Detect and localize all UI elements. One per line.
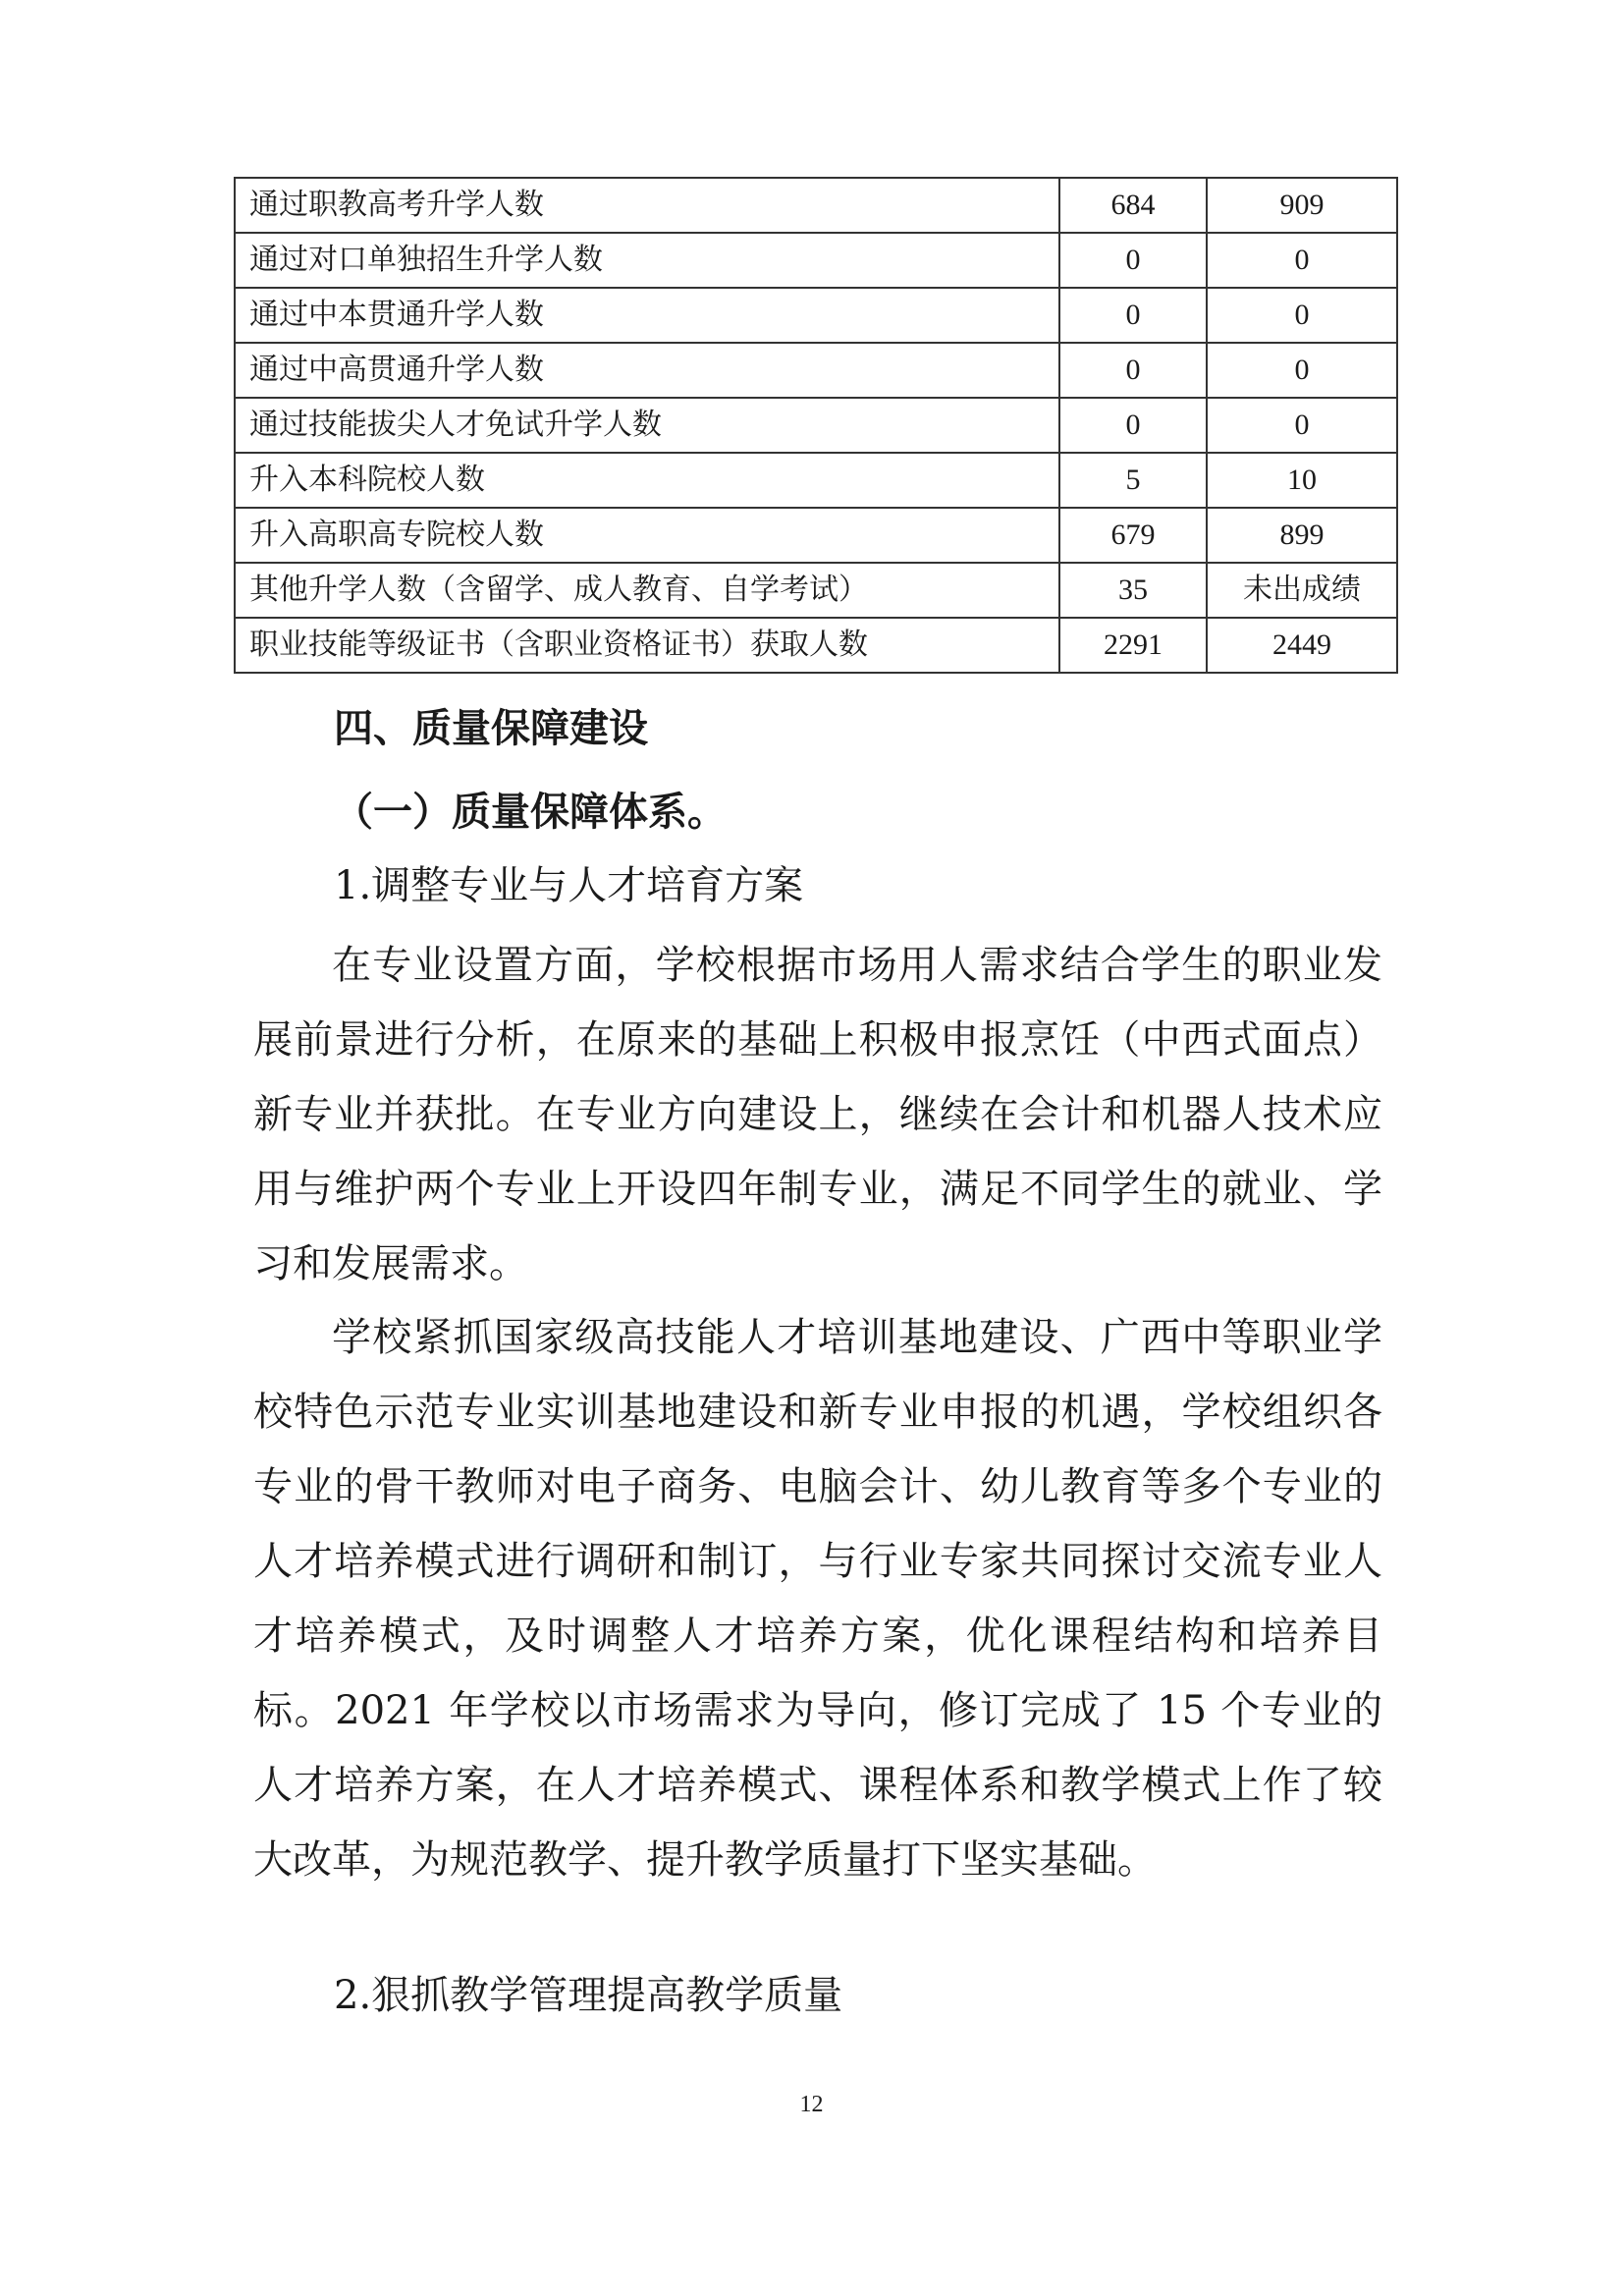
row-value-2: 899 [1207,508,1397,563]
table-row [235,288,1397,343]
table-row [235,343,1397,398]
table-row [235,398,1397,453]
row-value-1: 0 [1059,398,1207,453]
item-heading-2: 2.狠抓教学管理提高教学质量 [334,1973,843,2018]
table-row [235,508,1397,563]
section-heading: 四、质量保障建设 [334,706,648,751]
row-value-2: 0 [1207,233,1397,288]
row-label: 升入本科院校人数 [235,453,1059,508]
statistics-table [234,177,1392,674]
row-label: 通过职教高考升学人数 [235,178,1059,233]
row-value-1: 0 [1059,343,1207,398]
row-value-2: 0 [1207,398,1397,453]
row-value-1: 684 [1059,178,1207,233]
table-row [235,563,1397,618]
row-label: 其他升学人数（含留学、成人教育、自学考试） [235,563,1059,618]
paragraph-1: 在专业设置方面，学校根据市场用人需求结合学生的职业发展前景进行分析，在原来的基础上积极申报烹饪（中西式面点）新专业并获批。在专业方向建设上，继续在会计和机器人技术应用与维护两个专业上开设四年制专业，满足不同学生的就业、学习和发展需求。 [253,943,1382,1286]
row-label: 通过中本贯通升学人数 [235,288,1059,343]
row-value-2: 未出成绩 [1207,563,1397,618]
row-label: 通过技能拔尖人才免试升学人数 [235,398,1059,453]
row-label: 职业技能等级证书（含职业资格证书）获取人数 [235,618,1059,673]
row-value-2: 10 [1207,453,1397,508]
row-value-1: 0 [1059,233,1207,288]
row-value-1: 5 [1059,453,1207,508]
row-label: 通过对口单独招生升学人数 [235,233,1059,288]
page-number: 12 [799,2092,824,2117]
row-value-2: 909 [1207,178,1397,233]
row-value-2: 0 [1207,288,1397,343]
table-row [235,178,1397,233]
paragraph-2: 学校紧抓国家级高技能人才培训基地建设、广西中等职业学校特色示范专业实训基地建设和新专业申报的机遇，学校组织各专业的骨干教师对电子商务、电脑会计、幼儿教育等多个专业的人才培养模式进行调研和制订，与行业专家共同探讨交流专业人才培养模式，及时调整人才培养方案，优化课程结构和培养目标。2021 年学校以市场需求为导向，修订完成了 15 个专业的人才培养方案，在人才培养模式、课程体系和教学模式上作了较大改革，为规范教学、提升教学质量打下坚实基础。 [253,1315,1382,1883]
table-row [235,618,1397,673]
row-value-1: 2291 [1059,618,1207,673]
row-value-1: 679 [1059,508,1207,563]
row-value-2: 2449 [1207,618,1397,673]
table-row [235,453,1397,508]
row-value-1: 35 [1059,563,1207,618]
row-label: 升入高职高专院校人数 [235,508,1059,563]
table-row [235,233,1397,288]
row-label: 通过中高贯通升学人数 [235,343,1059,398]
statistics-table-body [235,178,1397,673]
row-value-1: 0 [1059,288,1207,343]
item-heading-1: 1.调整专业与人才培育方案 [334,863,804,908]
row-value-2: 0 [1207,343,1397,398]
subsection-heading: （一）质量保障体系。 [334,790,727,835]
